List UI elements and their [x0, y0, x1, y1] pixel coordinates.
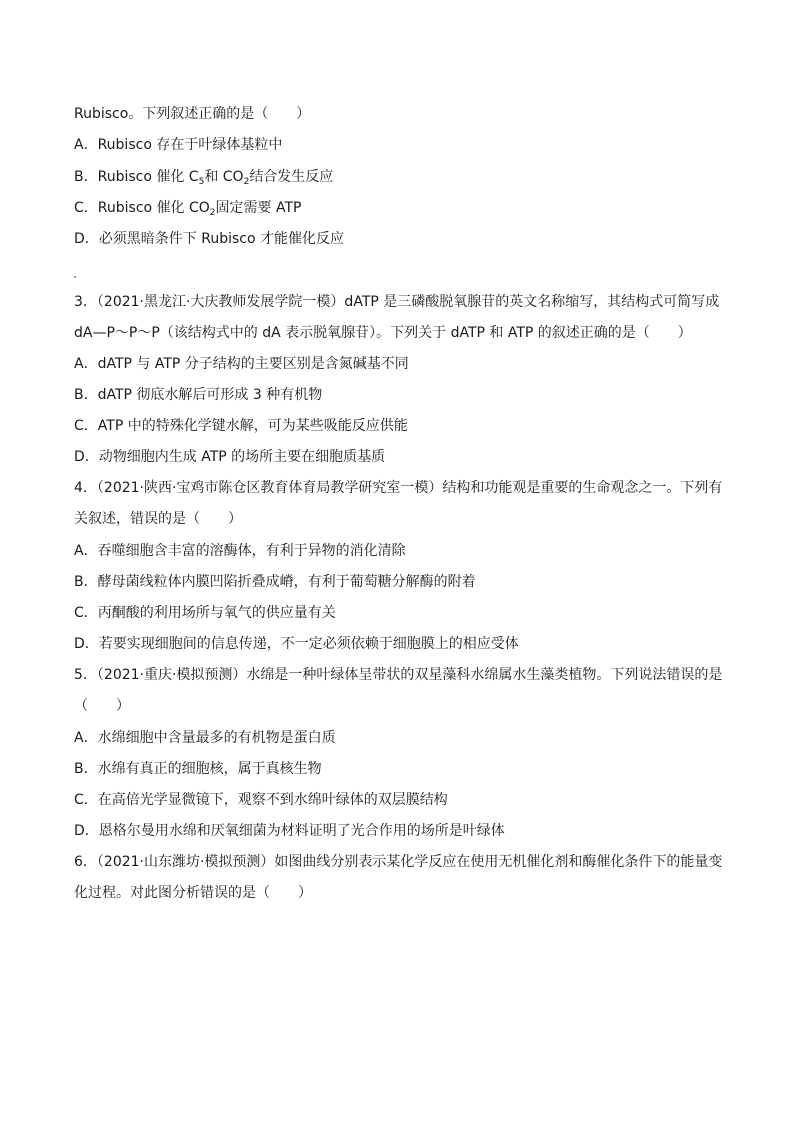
q4-stem-line1: 4．（2021·陕西·宝鸡市陈仓区教育体育局教学研究室一模）结构和功能观是重要的生命观念之一。下列有 — [74, 480, 723, 496]
q2-option-b: B．Rubisco 催化 $C_5$和 $CO_2$结合发生反应 — [74, 169, 334, 187]
q6-stem-line1: 6．（2021·山东潍坊·模拟预测）如图曲线分别表示某化学反应在使用无机催化剂和酶催化条件下的能量变 — [74, 854, 723, 870]
q5-stem-line1: 5．（2021·重庆·模拟预测）水绵是一种叶绿体呈带状的双星藻科水绵属水生藻类植物。下列说法错误的是 — [74, 667, 723, 683]
q5-stem-line2: （ ） — [74, 698, 130, 714]
q5-option-a: A．水绵细胞中含量最多的有机物是蛋白质 — [74, 730, 336, 746]
q4-option-d: D．若要实现细胞间的信息传递，不一定必须依赖于细胞膜上的相应受体 — [74, 636, 519, 652]
q2-option-c: C．Rubisco 催化 $CO_2$固定需要 ATP — [74, 200, 302, 218]
q2-stem-tail: Rubisco。下列叙述正确的是（ ） — [74, 106, 311, 122]
q4-option-a: A．吞噬细胞含丰富的溶酶体，有利于异物的消化清除 — [74, 543, 406, 559]
q2-option-a: A．Rubisco 存在于叶绿体基粒中 — [74, 137, 283, 153]
q6-stem-line2: 化过程。对此图分析错误的是（ ） — [74, 885, 312, 901]
q4-option-c: C．丙酮酸的利用场所与氧气的供应量有关 — [74, 605, 336, 621]
q4-option-b: B．酵母菌线粒体内膜凹陷折叠成嵴，有利于葡萄糖分解酶的附着 — [74, 574, 476, 590]
q5-option-d: D．恩格尔曼用水绵和厌氧细菌为材料证明了光合作用的场所是叶绿体 — [74, 823, 505, 839]
q3-stem-line2: dA—P～P～P（该结构式中的 dA 表示脱氧腺苷）。下列关于 dATP 和 ATP 的叙述正确的是（ ） — [74, 325, 692, 341]
q3-option-d: D．动物细胞内生成 ATP 的场所主要在细胞质基质 — [74, 449, 386, 465]
paragraph-mark — [74, 276, 76, 278]
q3-stem-line1: 3．（2021·黑龙江·大庆教师发展学院一模）dATP 是三磷酸脱氧腺苷的英文名称缩写，其结构式可简写成 — [74, 294, 720, 310]
q2-option-d: D．必须黑暗条件下 Rubisco 才能催化反应 — [74, 231, 344, 247]
q3-option-b: B．dATP 彻底水解后可形成 3 种有机物 — [74, 387, 323, 403]
q4-stem-line2: 关叙述，错误的是（ ） — [74, 511, 242, 527]
q5-option-b: B．水绵有真正的细胞核，属于真核生物 — [74, 761, 322, 777]
q5-option-c: C．在高倍光学显微镜下，观察不到水绵叶绿体的双层膜结构 — [74, 792, 448, 808]
q3-option-c: C．ATP 中的特殊化学键水解，可为某些吸能反应供能 — [74, 418, 408, 434]
q3-option-a: A．dATP 与 ATP 分子结构的主要区别是含氮碱基不同 — [74, 356, 409, 372]
